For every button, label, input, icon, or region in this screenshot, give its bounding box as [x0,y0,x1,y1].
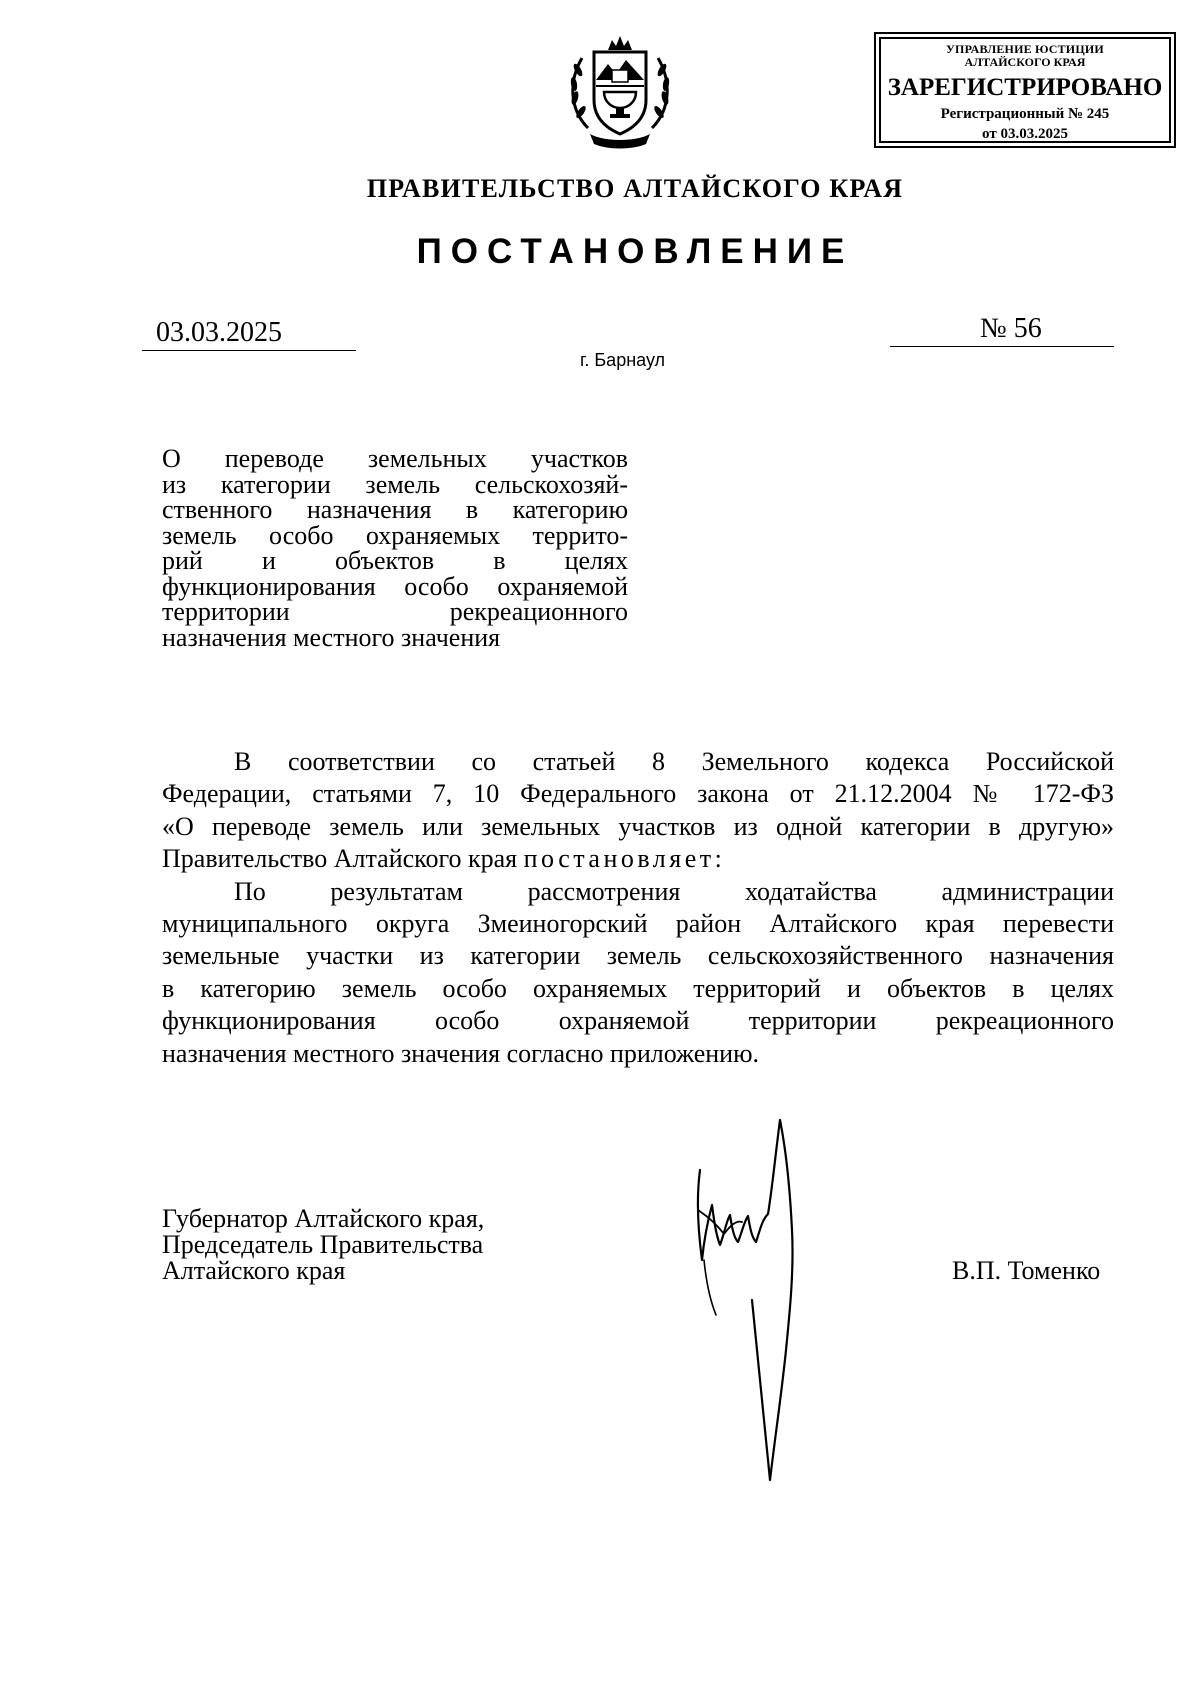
signer-name: В.П. Томенко [952,1256,1101,1285]
coat-of-arms-emblem-icon [560,30,680,154]
subject-line: из категории земель сельскохозяй- [162,469,628,499]
body-paragraph-1-line: В соответствии со статьей 8 Земельного кодекса Российской [234,747,1114,776]
registration-stamp [874,32,1176,148]
body-paragraph-2-line: назначения местного значения согласно приложению. [162,1038,760,1068]
signer-position [162,1206,582,1284]
stamp-status: ЗАРЕГИСТРИРОВАНО [887,74,1163,101]
document-city: г. Барнаул [580,350,666,370]
signer-position-line: Губернатор Алтайского края, [162,1204,485,1233]
registration-stamp-inner [879,37,1171,143]
subject-line: земель особо охраняемых террито- [162,520,628,550]
body-paragraph-2-line: функционирования особо охраняемой территории рекреационного [162,1006,1114,1036]
document-number: № 56 [890,312,1114,347]
resolution-prefix: Правительство Алтайского края [162,844,524,874]
body-paragraph-1-line: Федерации, статьями 7, 10 Федерального закона от 21.12.2004 № 172-ФЗ [162,779,1114,809]
body-paragraph-1-last-line [162,843,1114,875]
document-body [162,746,1114,1070]
stamp-authority-line2: АЛТАЙСКОГО КРАЯ [964,55,1086,69]
signer-position-line: Председатель Правительства [162,1230,484,1259]
resolution-verb: постановляет [523,844,715,874]
signer-position-line: Алтайского края [162,1256,346,1285]
document-date: 03.03.2025 [142,316,356,351]
subject-line: функционирования особо охраняемой [162,571,628,601]
body-paragraph-2-line: земельные участки из категории земель сельскохозяйственного назначения [162,941,1114,971]
government-title: ПРАВИТЕЛЬСТВО АЛТАЙСКОГО КРАЯ [366,174,904,203]
subject-line: рий и объектов в целях [162,546,628,575]
stamp-registration-date: от 03.03.2025 [982,126,1068,142]
document-subject [162,446,628,650]
document-type-title: ПОСТАНОВЛЕНИЕ [416,232,854,271]
body-paragraph-2-line: По результатам рассмотрения ходатайства администрации [234,876,1114,906]
handwritten-signature-icon [690,1110,830,1490]
resolution-colon: : [714,844,722,874]
body-paragraph-2-line: муниципального округа Змеиногорский район Алтайского края перевести [162,909,1114,939]
subject-line: О переводе земельных участков [162,444,628,473]
stamp-registration-number: Регистрационный № 245 [940,106,1110,122]
subject-line: ственного назначения в категорию [162,495,628,524]
subject-line: территории рекреационного [162,597,628,626]
subject-line: назначения местного значения [162,622,501,652]
body-paragraph-2-line: в категорию земель особо охраняемых территорий и объектов в целях [162,973,1114,1003]
stamp-authority-line1: УПРАВЛЕНИЕ ЮСТИЦИИ [946,42,1104,56]
body-paragraph-1-line: «О переводе земель или земельных участков из одной категории в другую» [162,811,1114,841]
